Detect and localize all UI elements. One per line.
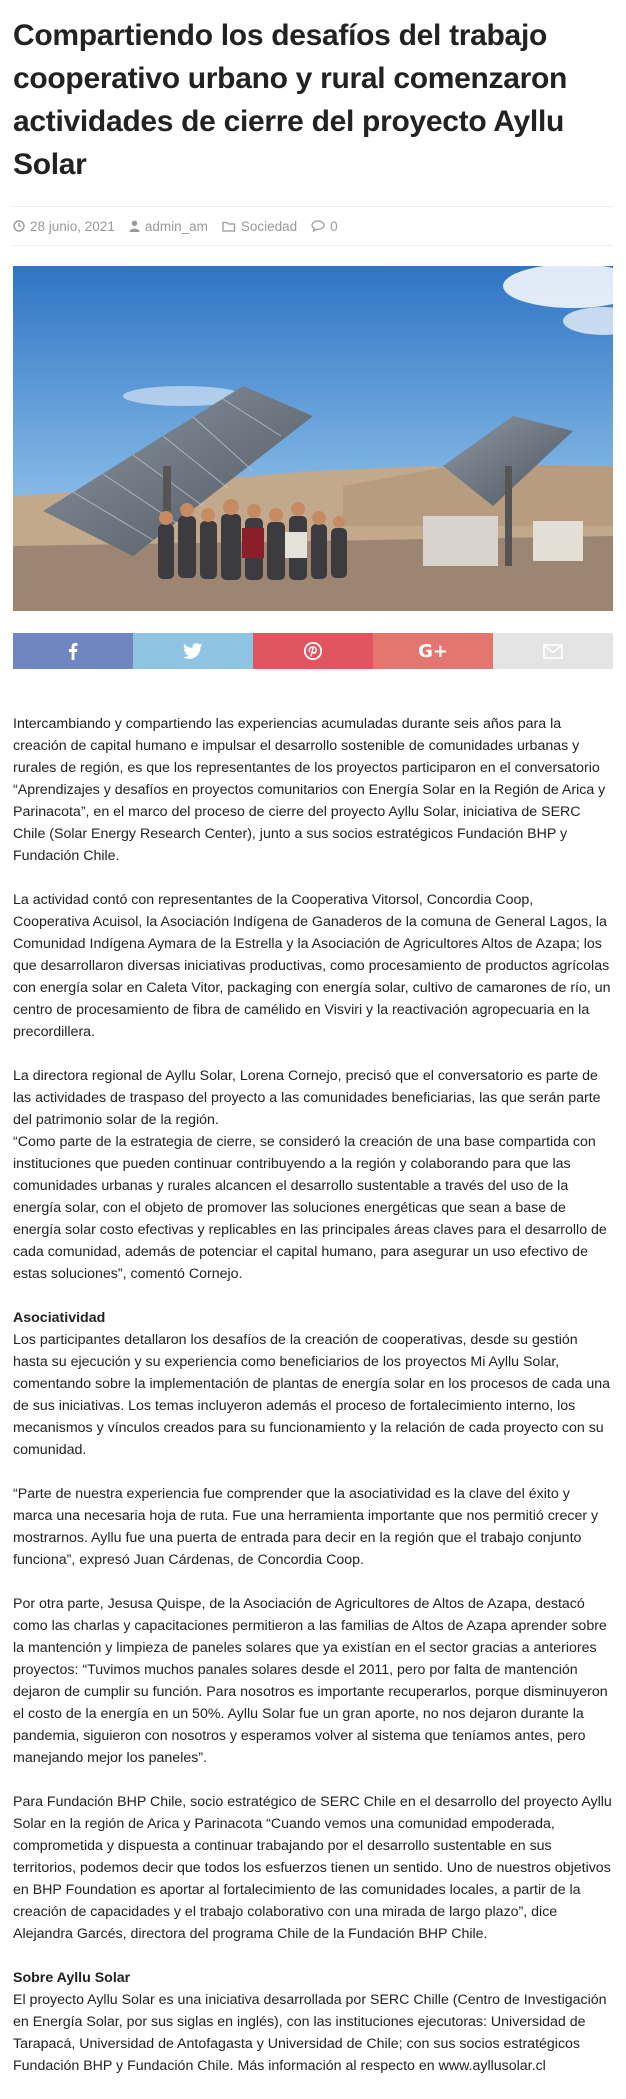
heading-asociatividad: Asociatividad	[13, 1310, 106, 1326]
paragraph-2: La actividad contó con representantes de la Cooperativa Vitorsol, Concordia Coop, Cooperativa Acuisol, la Asociación Indígena de Ganaderos de la comuna de General Lagos, la Comunidad Indígena Aymara de la Estrella y la Asociación de Agricultores Altos de Azapa; los que desarrollaron diversas iniciativas productivas, como procesamiento de productos agrícolas con energía solar en Caleta Vitor, packaging con energía solar, cultivo de camarones de río, un centro de procesamiento de fibra de camélido en Visviri y la reactivación agropecuaria en la precordillera.	[13, 892, 611, 1040]
meta-category[interactable]	[222, 219, 297, 234]
twitter-icon	[183, 643, 203, 659]
heading-sobre-ayllu-solar: Sobre Ayllu Solar	[13, 1970, 131, 1986]
comment-icon	[311, 220, 325, 232]
share-twitter-button[interactable]	[133, 633, 253, 669]
article-title: Compartiendo los desafíos del trabajo cooperativo urbano y rural comenzaron actividades de cierre del proyecto Ayllu Solar	[13, 19, 568, 181]
paragraph-6: “Parte de nuestra experiencia fue comprender que la asociatividad es la clave del éxito y marca una necesaria hoja de ruta. Fue una herramienta importante que nos permitió crecer y mostrarnos. Ayllu fue una puerta de entrada para decir en la región que el trabajo conjunto funciona”, expresó Juan Cárdenas, de Concordia Coop.	[13, 1486, 599, 1568]
pinterest-icon	[304, 642, 322, 660]
hero-photo	[13, 266, 613, 611]
user-icon	[129, 220, 140, 232]
meta-category-text[interactable]: Sociedad	[240, 218, 298, 234]
paragraph-9: El proyecto Ayllu Solar es una iniciativa desarrollada por SERC Chille (Centro de Investigación en Energía Solar, por sus siglas en inglés), con las instituciones ejecutoras: Universidad de Tarapacá, Universidad de Antofagasta y Universidad de Chile; con sus socios estratégicos Fundación BHP y Fundación Chile. Más información al respecto en www.ayllusolar.cl	[13, 1992, 607, 2074]
paragraph-3: La directora regional de Ayllu Solar, Lorena Cornejo, precisó que el conversatorio es parte de las actividades de traspaso del proyecto a las comunidades beneficiarias, las que serán parte del patrimonio solar de la región.	[13, 1068, 601, 1128]
facebook-icon	[68, 642, 78, 660]
share-email-button[interactable]	[493, 633, 613, 669]
folder-icon	[222, 221, 236, 232]
meta-comments-count[interactable]: 0	[330, 218, 338, 234]
share-pinterest-button[interactable]	[253, 633, 373, 669]
meta-date	[13, 219, 115, 234]
meta-author-text[interactable]: admin_am	[144, 218, 208, 234]
envelope-icon	[543, 644, 563, 659]
paragraph-4: “Como parte de la estrategia de cierre, se consideró la creación de una base compartida con instituciones que pueden continuar contribuyendo a la región y colaborando para que las comunidades urbanas y rurales alcancen el desarrollo sustentable a través del uso de la energía solar, con el objeto de promover las soluciones energéticas que sean a base de energía solar costo efectivas y replicables en las principales áreas claves para el desarrollo de cada comunidad, además de potenciar el capital humano, para asegurar un uso efectivo de estas soluciones”, comentó Cornejo.	[13, 1134, 607, 1282]
meta-author[interactable]	[129, 219, 208, 234]
clock-icon	[13, 220, 25, 232]
share-facebook-button[interactable]	[13, 633, 133, 669]
paragraph-8: Para Fundación BHP Chile, socio estratégico de SERC Chile en el desarrollo del proyecto Ayllu Solar en la región de Arica y Parinacota “Cuando vemos una comunidad empoderada, comprometida y dispuesta a continuar trabajando por el desarrollo sustentable en sus territorios, podemos decir que todos los esfuerzos tienen un sentido. Uno de nuestros objetivos en BHP Foundation es aportar al fortalecimiento de las comunidades locales, a partir de la creación de capacidades y el trabajo colaborativo con una mirada de largo plazo”, dice Alejandra Garcés, directora del programa Chile de la Fundación BHP Chile.	[13, 1794, 612, 1942]
article-body	[13, 713, 613, 2077]
article-meta	[13, 206, 613, 246]
meta-comments[interactable]	[311, 219, 338, 234]
paragraph-1: Intercambiando y compartiendo las experiencias acumuladas durante seis años para la creación de capital humano e impulsar el desarrollo sostenible de comunidades urbanas y rurales de región, es que los representantes de los proyectos participaron en el conversatorio “Aprendizajes y desafíos en proyectos comunitarios con Energía Solar en la Región de Arica y Parinacota”, en el marco del proceso de cierre del proyecto Ayllu Solar, iniciativa de SERC Chile (Solar Energy Research Center), junto a sus socios estratégicos Fundación BHP y Fundación Chile.	[13, 716, 606, 864]
share-googleplus-button[interactable]	[373, 633, 493, 669]
article	[13, 0, 613, 2077]
meta-date-text: 28 junio, 2021	[30, 218, 115, 234]
share-bar	[13, 633, 613, 669]
googleplus-label: G+	[418, 640, 448, 662]
paragraph-5: Los participantes detallaron los desafíos de la creación de cooperativas, desde su gestión hasta su ejecución y su experiencia como beneficiarios de los proyectos Mi Ayllu Solar, comentando sobre la implementación de plantas de energía solar en los procesos de cada una de sus iniciativas. Los temas incluyeron además el proceso de fortalecimiento interno, los mecanismos y vínculos creados para su funcionamiento y la relación de cada proyecto con su comunidad.	[13, 1332, 611, 1458]
paragraph-7: Por otra parte, Jesusa Quispe, de la Asociación de Agricultores de Altos de Azapa, destacó como las charlas y capacitaciones permitieron a las familias de Altos de Azapa aprender sobre la mantención y limpieza de paneles solares que ya existían en el sector gracias a anteriores proyectos: “Tuvimos muchos panales solares desde el 2011, pero por falta de mantención dejaron de cumplir su función. Para nosotros es importante recuperarlos, porque disminuyeron el costo de la energía en un 50%. Ayllu Solar fue un gran aporte, no nos dejaron durante la pandemia, siguieron con nosotros y esperamos volver al sistema que teníamos antes, pero manejando mejor los paneles”.	[13, 1596, 608, 1766]
